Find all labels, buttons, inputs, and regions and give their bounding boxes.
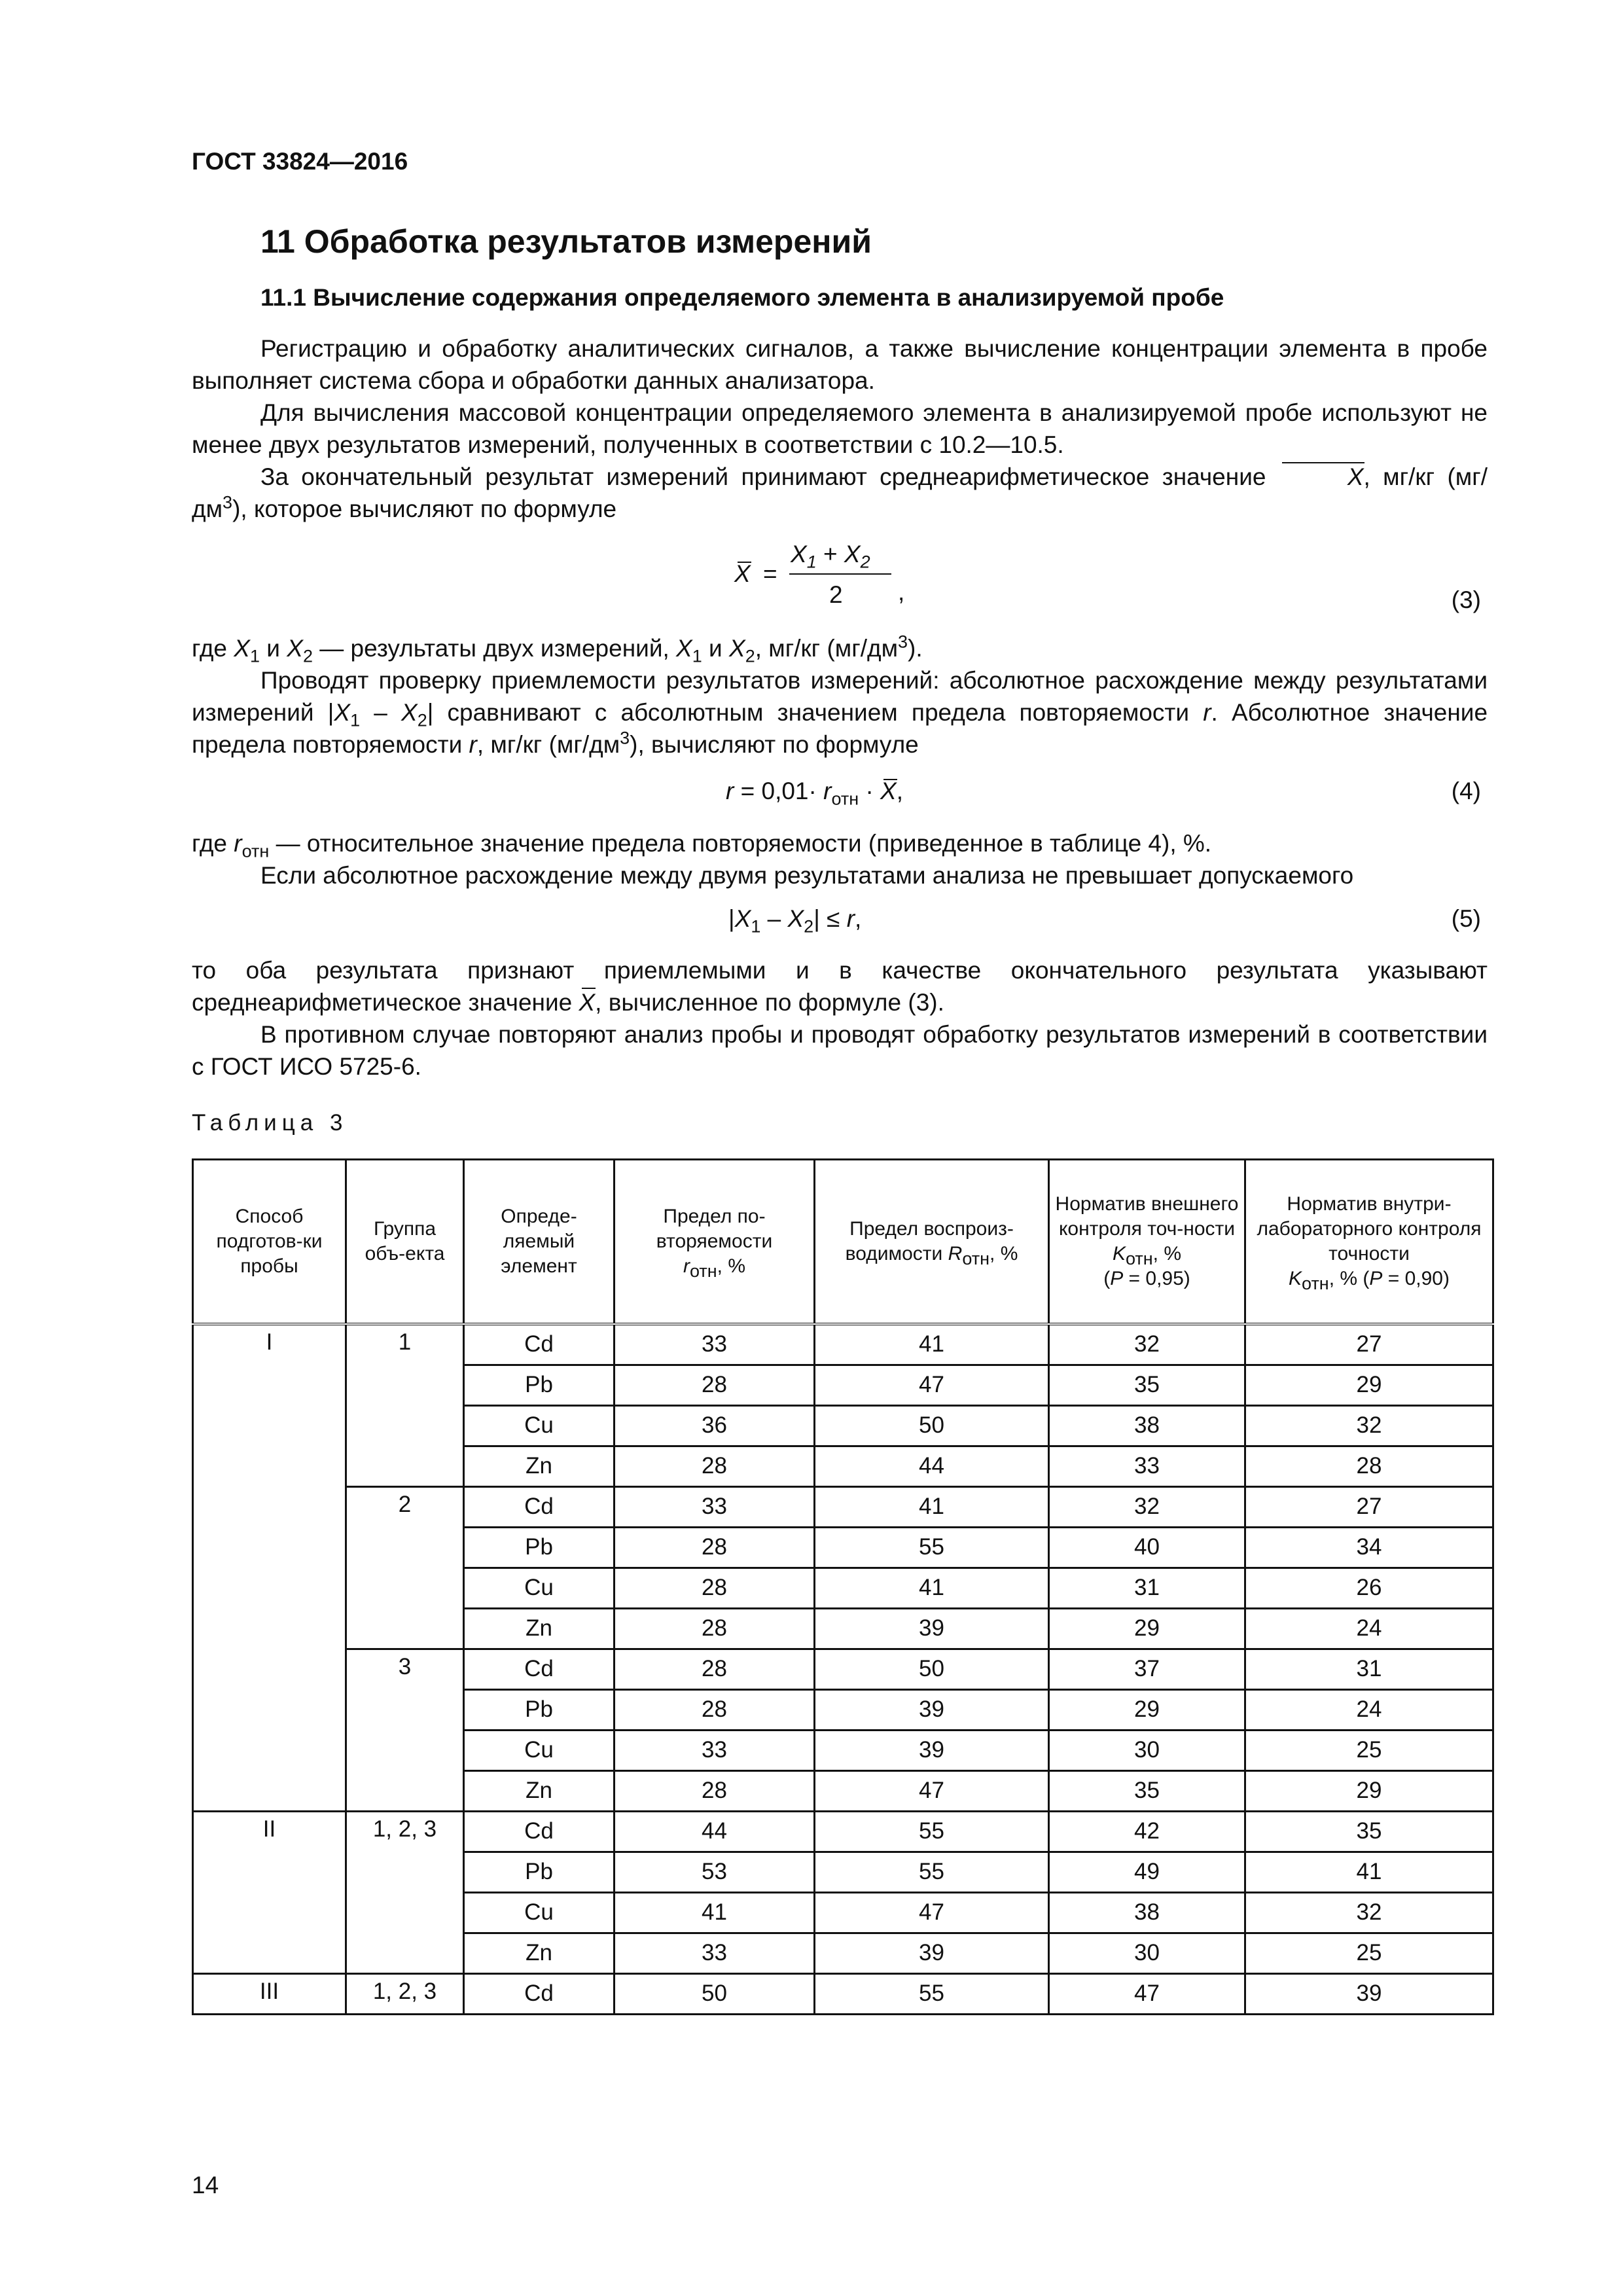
cell-element: Zn — [464, 1446, 615, 1486]
paragraph-7: Если абсолютное расхождение между двумя результатами анализа не превышает допускаемого — [260, 862, 1354, 889]
cell-value: 28 — [1245, 1446, 1493, 1486]
cell-value: 55 — [815, 1852, 1049, 1892]
formula-3-number: (3) — [1451, 586, 1481, 613]
table-row — [193, 1811, 1493, 1852]
cell-value: 29 — [1049, 1689, 1245, 1730]
paragraph-9: В противном случае повторяют анализ пробы и проводят обработку результатов измерений в соответствии с ГОСТ ИСО 5725-6. — [192, 1021, 1488, 1080]
header-internal-control: Норматив внутри-лабораторного контроля точности $K_{отн}$, % (P = 0,90) — [1245, 1160, 1493, 1325]
cell-value: 39 — [815, 1608, 1049, 1649]
cell-value: 27 — [1245, 1486, 1493, 1527]
cell-value: 55 — [815, 1527, 1049, 1568]
cell-value: 44 — [615, 1811, 815, 1852]
cell-value: 33 — [615, 1933, 815, 1973]
cell-value: 25 — [1245, 1730, 1493, 1770]
formula-3-fraction-bar — [789, 573, 891, 575]
cell-value: 25 — [1245, 1933, 1493, 1973]
table-row — [193, 1324, 1493, 1365]
p3-text-c: (мг/дм — [192, 463, 1488, 522]
p3-text-b: , мг/кг — [1363, 463, 1435, 490]
cell-element: Cd — [464, 1649, 615, 1689]
paragraph-2: Для вычисления массовой концентрации определяемого элемента в анализируемой пробе используют не менее двух результатов измерений, полученных в соответствии с 10.2—10.5. — [192, 399, 1488, 458]
cell-value: 39 — [815, 1933, 1049, 1973]
formula-5-number: (5) — [1451, 905, 1481, 932]
cell-value: 38 — [1049, 1405, 1245, 1446]
page-number: 14 — [192, 2172, 219, 2198]
cell-value: 31 — [1049, 1568, 1245, 1608]
cell-object-group: 3 — [346, 1649, 464, 1811]
cell-value: 47 — [815, 1892, 1049, 1933]
formula-5 — [192, 905, 1488, 937]
cell-value: 39 — [815, 1689, 1049, 1730]
cell-value: 28 — [615, 1608, 815, 1649]
cell-value: 35 — [1245, 1811, 1493, 1852]
paragraph-4: где $X_1$ и $X_2$ — результаты двух измерений, $X_1$ и $X_2$, мг/кг $(мг/дм^3)$. — [192, 632, 923, 666]
cell-element: Cu — [464, 1568, 615, 1608]
cell-value: 47 — [815, 1365, 1049, 1405]
cell-value: 39 — [815, 1730, 1049, 1770]
cell-value: 29 — [1049, 1608, 1245, 1649]
cell-value: 41 — [815, 1568, 1049, 1608]
cell-prep-method: I — [193, 1324, 346, 1811]
cell-value: 33 — [615, 1324, 815, 1365]
cell-value: 35 — [1049, 1365, 1245, 1405]
table-row — [193, 1649, 1493, 1689]
cell-value: 50 — [815, 1405, 1049, 1446]
cell-object-group: 1, 2, 3 — [346, 1973, 464, 2014]
subsection-title: 11.1 Вычисление содержания определяемого элемента в анализируемой пробе — [260, 284, 1224, 311]
cell-element: Pb — [464, 1365, 615, 1405]
table-caption: Таблица 3 — [192, 1110, 348, 1136]
header-object-group: Группа объ-екта — [346, 1160, 464, 1325]
cell-value: 31 — [1245, 1649, 1493, 1689]
table-3 — [192, 1158, 1494, 2015]
formula-3-comma: , — [898, 579, 905, 605]
cell-prep-method: III — [193, 1973, 346, 2014]
cell-value: 41 — [815, 1324, 1049, 1365]
cell-value: 47 — [815, 1770, 1049, 1811]
cell-value: 41 — [615, 1892, 815, 1933]
cell-object-group: 1 — [346, 1324, 464, 1486]
p3-text-d: ), которое вычисляют по формуле — [232, 495, 617, 522]
cell-value: 32 — [1049, 1486, 1245, 1527]
cell-element: Pb — [464, 1852, 615, 1892]
table-header-row — [193, 1160, 1493, 1325]
cell-value: 24 — [1245, 1689, 1493, 1730]
cell-element: Zn — [464, 1770, 615, 1811]
cell-value: 41 — [1245, 1852, 1493, 1892]
cell-object-group: 2 — [346, 1486, 464, 1649]
cell-value: 40 — [1049, 1527, 1245, 1568]
cell-value: 27 — [1245, 1324, 1493, 1365]
cell-value: 49 — [1049, 1852, 1245, 1892]
cell-element: Pb — [464, 1527, 615, 1568]
cell-prep-method: II — [193, 1811, 346, 1973]
cell-value: 28 — [615, 1649, 815, 1689]
cell-value: 36 — [615, 1405, 815, 1446]
cell-value: 26 — [1245, 1568, 1493, 1608]
header-repeatability: Предел по-вторяемости $r_{отн}$, % — [615, 1160, 815, 1325]
cell-value: 30 — [1049, 1933, 1245, 1973]
formula-3-denominator: 2 — [829, 581, 843, 608]
cell-element: Cd — [464, 1486, 615, 1527]
cell-value: 28 — [615, 1527, 815, 1568]
cell-element: Cu — [464, 1730, 615, 1770]
cell-object-group: 1, 2, 3 — [346, 1811, 464, 1973]
cell-value: 29 — [1245, 1770, 1493, 1811]
cell-value: 28 — [615, 1446, 815, 1486]
cell-element: Cd — [464, 1973, 615, 2014]
cell-value: 33 — [615, 1486, 815, 1527]
formula-4-expression: $r = 0,01\cdot r_{отн} \cdot X$, — [726, 778, 904, 809]
cell-element: Cu — [464, 1892, 615, 1933]
header-reproducibility: Предел воспроиз-водимости $R_{отн}$, % — [815, 1160, 1049, 1325]
cell-value: 24 — [1245, 1608, 1493, 1649]
cell-element: Zn — [464, 1933, 615, 1973]
cell-value: 50 — [815, 1649, 1049, 1689]
cell-value: 29 — [1245, 1365, 1493, 1405]
cell-value: 38 — [1049, 1892, 1245, 1933]
cell-value: 33 — [615, 1730, 815, 1770]
table-row — [193, 1486, 1493, 1527]
cell-element: Cd — [464, 1324, 615, 1365]
cell-value: 50 — [615, 1973, 815, 2014]
cell-value: 33 — [1049, 1446, 1245, 1486]
p3-text-a: За окончательный результат измерений принимают среднеарифметическое значение — [260, 463, 1266, 490]
formula-3-numerator: $X_1 + X_2$ — [791, 541, 870, 572]
cell-value: 53 — [615, 1852, 815, 1892]
paragraph-6: где $r_{отн}$ — относительное значение предела повторяемости (приведенное в таблице 4), %. — [192, 830, 1212, 861]
paragraph-5: Проводят проверку приемлемости результатов измерений: абсолютное расхождение между результатами измерений $|X_1 - X_2|$ сравнивают с абсолютным значением предела повторяемости r. Абсолютное значение предела повторяемости r, мг/кг $(мг/дм^3)$, вычисляют по формуле — [192, 667, 1488, 758]
cell-value: 55 — [815, 1811, 1049, 1852]
cell-value: 47 — [1049, 1973, 1245, 2014]
cell-value: 32 — [1049, 1324, 1245, 1365]
paragraph-3 — [192, 461, 1488, 525]
cell-value: 42 — [1049, 1811, 1245, 1852]
cell-value: 28 — [615, 1365, 815, 1405]
section-title: 11 Обработка результатов измерений — [260, 223, 872, 260]
formula-3-eq: = — [763, 560, 777, 587]
formula-4-number: (4) — [1451, 778, 1481, 804]
p3-sup: 3 — [223, 492, 233, 512]
header-element: Опреде-ляемый элемент — [464, 1160, 615, 1325]
cell-value: 30 — [1049, 1730, 1245, 1770]
formula-3-lhs: X — [734, 560, 751, 587]
cell-value: 37 — [1049, 1649, 1245, 1689]
cell-value: 35 — [1049, 1770, 1245, 1811]
cell-value: 39 — [1245, 1973, 1493, 2014]
x-mean-symbol: X — [1279, 461, 1364, 493]
paragraph-8: то оба результата признают приемлемыми и в качестве окончательного результата указывают среднеарифметическое значение X, вычисленное по формуле (3). — [192, 954, 1488, 1018]
paragraph-1: Регистрацию и обработку аналитических сигналов, а также вычисление концентрации элемента в пробе выполняет система сбора и обработки данных анализатора. — [192, 335, 1488, 394]
cell-element: Cd — [464, 1811, 615, 1852]
header-external-control: Норматив внешнего контроля точ-ности $K_{отн}$, % (P = 0,95) — [1049, 1160, 1245, 1325]
cell-element: Zn — [464, 1608, 615, 1649]
formula-5-expression: $|X_1 - X_2| \le r$, — [728, 905, 862, 937]
table-row — [193, 1973, 1493, 2014]
formula-4 — [192, 778, 1488, 810]
formula-3-number-line — [192, 586, 1488, 619]
cell-value: 28 — [615, 1689, 815, 1730]
cell-value: 32 — [1245, 1405, 1493, 1446]
header-prep-method: Способ подготов-ки пробы — [193, 1160, 346, 1325]
cell-value: 41 — [815, 1486, 1049, 1527]
cell-value: 34 — [1245, 1527, 1493, 1568]
cell-value: 55 — [815, 1973, 1049, 2014]
cell-value: 28 — [615, 1770, 815, 1811]
cell-element: Cu — [464, 1405, 615, 1446]
cell-value: 32 — [1245, 1892, 1493, 1933]
cell-value: 28 — [615, 1568, 815, 1608]
cell-element: Pb — [464, 1689, 615, 1730]
cell-value: 44 — [815, 1446, 1049, 1486]
document-code: ГОСТ 33824—2016 — [192, 148, 408, 175]
